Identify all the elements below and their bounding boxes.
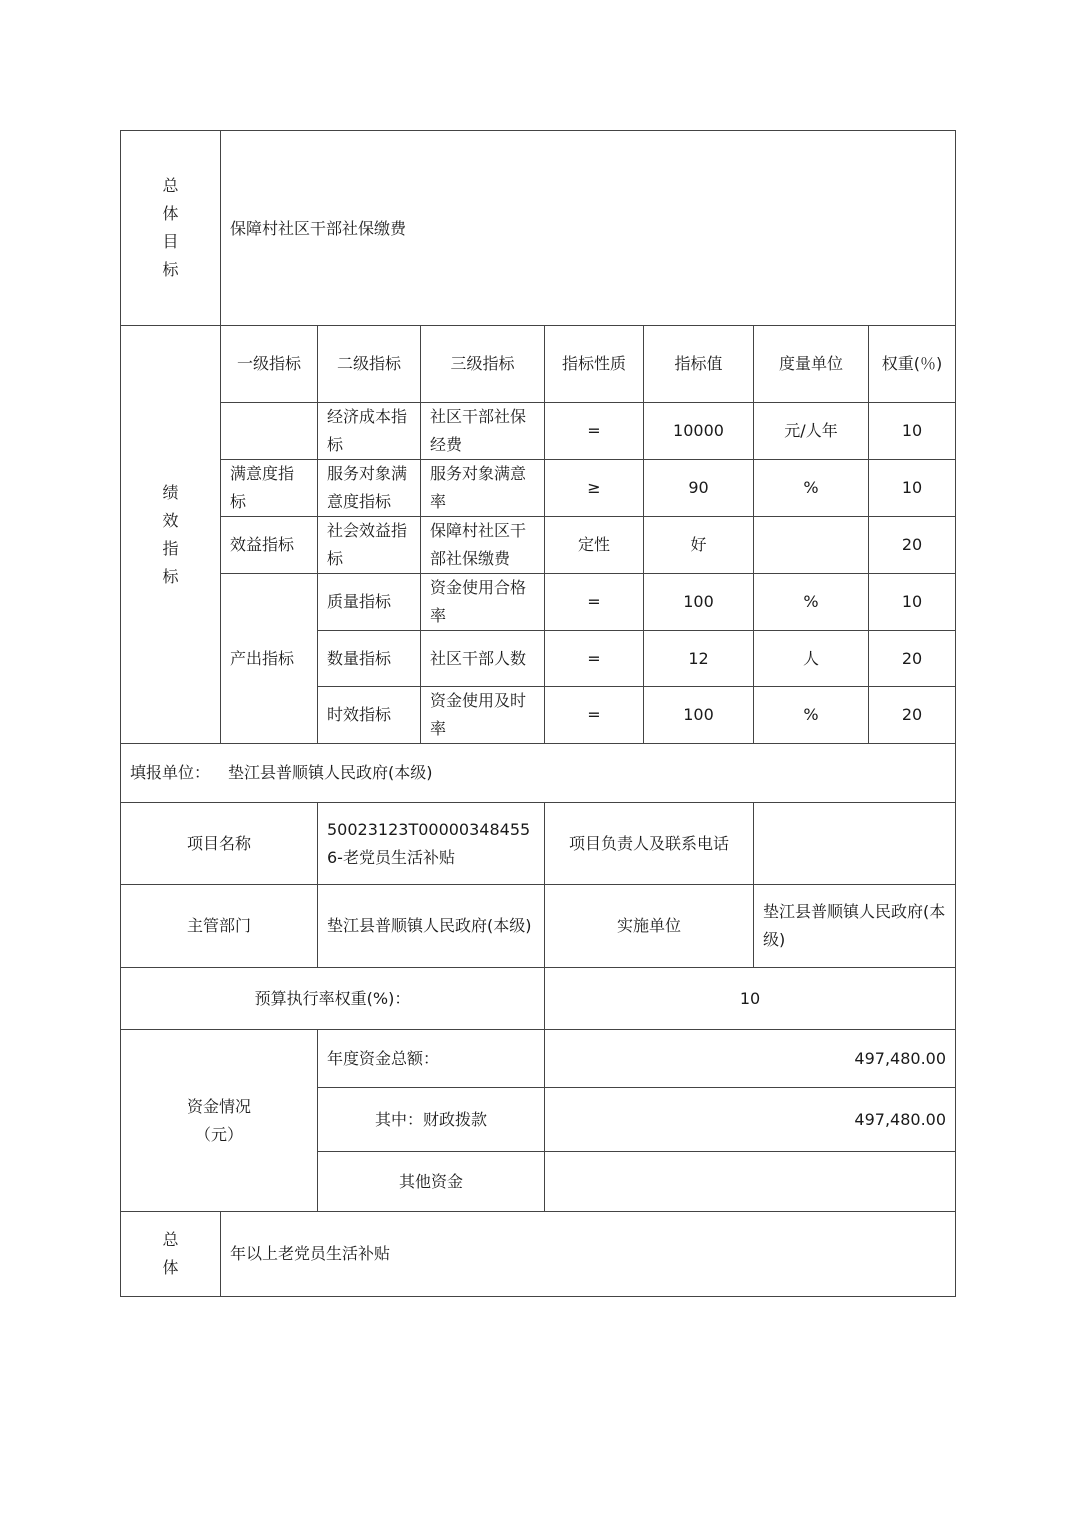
header-level2: 二级指标 [318,326,421,403]
row-nature: = [545,687,644,744]
contact-label: 项目负责人及联系电话 [545,803,754,885]
project-name-value: 50023123T000003484556-老党员生活补贴 [318,803,545,885]
fill-unit-row [121,744,956,803]
overall-goal-text-2: 年以上老党员生活补贴 [221,1212,956,1297]
row-value: 100 [644,687,754,744]
header-level1: 一级指标 [221,326,318,403]
row-nature: = [545,631,644,687]
row-value: 12 [644,631,754,687]
table-row [121,403,956,460]
header-nature: 指标性质 [545,326,644,403]
row-weight: 10 [869,574,956,631]
row-level3: 社区干部社保经费 [421,403,545,460]
row-value: 10000 [644,403,754,460]
project-info-table [120,743,956,1297]
row-unit: 人 [754,631,869,687]
other-funds-label: 其他资金 [318,1152,545,1212]
annual-total-value: 497,480.00 [545,1030,956,1088]
row-level1 [221,403,318,460]
table-row [121,460,956,517]
overall-goal-label: 总 体 目 标 [121,131,221,326]
header-weight: 权重(％) [869,326,956,403]
row-level1: 效益指标 [221,517,318,574]
contact-value [754,803,956,885]
row-nature: 定性 [545,517,644,574]
row-level2: 社会效益指标 [318,517,421,574]
row-unit: % [754,574,869,631]
table-row [121,517,956,574]
project-name-label: 项目名称 [121,803,318,885]
performance-indicator-label: 绩 效 指 标 [121,326,221,744]
row-level3: 保障村社区干部社保缴费 [421,517,545,574]
row-value: 100 [644,574,754,631]
row-unit [754,517,869,574]
other-funds-value [545,1152,956,1212]
row-weight: 20 [869,631,956,687]
row-nature: ≥ [545,460,644,517]
row-weight: 20 [869,687,956,744]
header-unit: 度量单位 [754,326,869,403]
row-value: 好 [644,517,754,574]
dept-value: 垫江县普顺镇人民政府(本级) [318,885,545,968]
row-level2: 时效指标 [318,687,421,744]
header-level3: 三级指标 [421,326,545,403]
budget-rate-value: 10 [545,968,956,1030]
row-nature: = [545,403,644,460]
header-value: 指标值 [644,326,754,403]
dept-label: 主管部门 [121,885,318,968]
row-level1: 满意度指标 [221,460,318,517]
row-level2: 服务对象满意度指标 [318,460,421,517]
row-level3: 社区干部人数 [421,631,545,687]
fiscal-label: 其中：财政拨款 [318,1088,545,1152]
performance-table [120,130,956,744]
row-weight: 10 [869,460,956,517]
row-unit: 元/人年 [754,403,869,460]
row-level3: 资金使用及时率 [421,687,545,744]
funds-label: 资金情况 （元） [121,1030,318,1212]
overall-goal-text: 保障村社区干部社保缴费 [221,131,956,326]
row-value: 90 [644,460,754,517]
row-level3: 资金使用合格率 [421,574,545,631]
row-nature: = [545,574,644,631]
row-unit: % [754,460,869,517]
row-unit: % [754,687,869,744]
row-level1: 产出指标 [221,574,318,744]
budget-rate-label: 预算执行率权重(%)： [121,968,545,1030]
annual-total-label: 年度资金总额： [318,1030,545,1088]
row-level2: 数量指标 [318,631,421,687]
row-weight: 10 [869,403,956,460]
impl-label: 实施单位 [545,885,754,968]
overall-goal-label-2: 总 体 [121,1212,221,1297]
row-weight: 20 [869,517,956,574]
impl-value: 垫江县普顺镇人民政府(本级) [754,885,956,968]
table-row [121,574,956,631]
fill-unit-label: 填报单位： [130,763,211,782]
row-level3: 服务对象满意率 [421,460,545,517]
fill-unit-value: 垫江县普顺镇人民政府(本级) [228,763,433,782]
fiscal-value: 497,480.00 [545,1088,956,1152]
row-level2: 经济成本指标 [318,403,421,460]
row-level2: 质量指标 [318,574,421,631]
